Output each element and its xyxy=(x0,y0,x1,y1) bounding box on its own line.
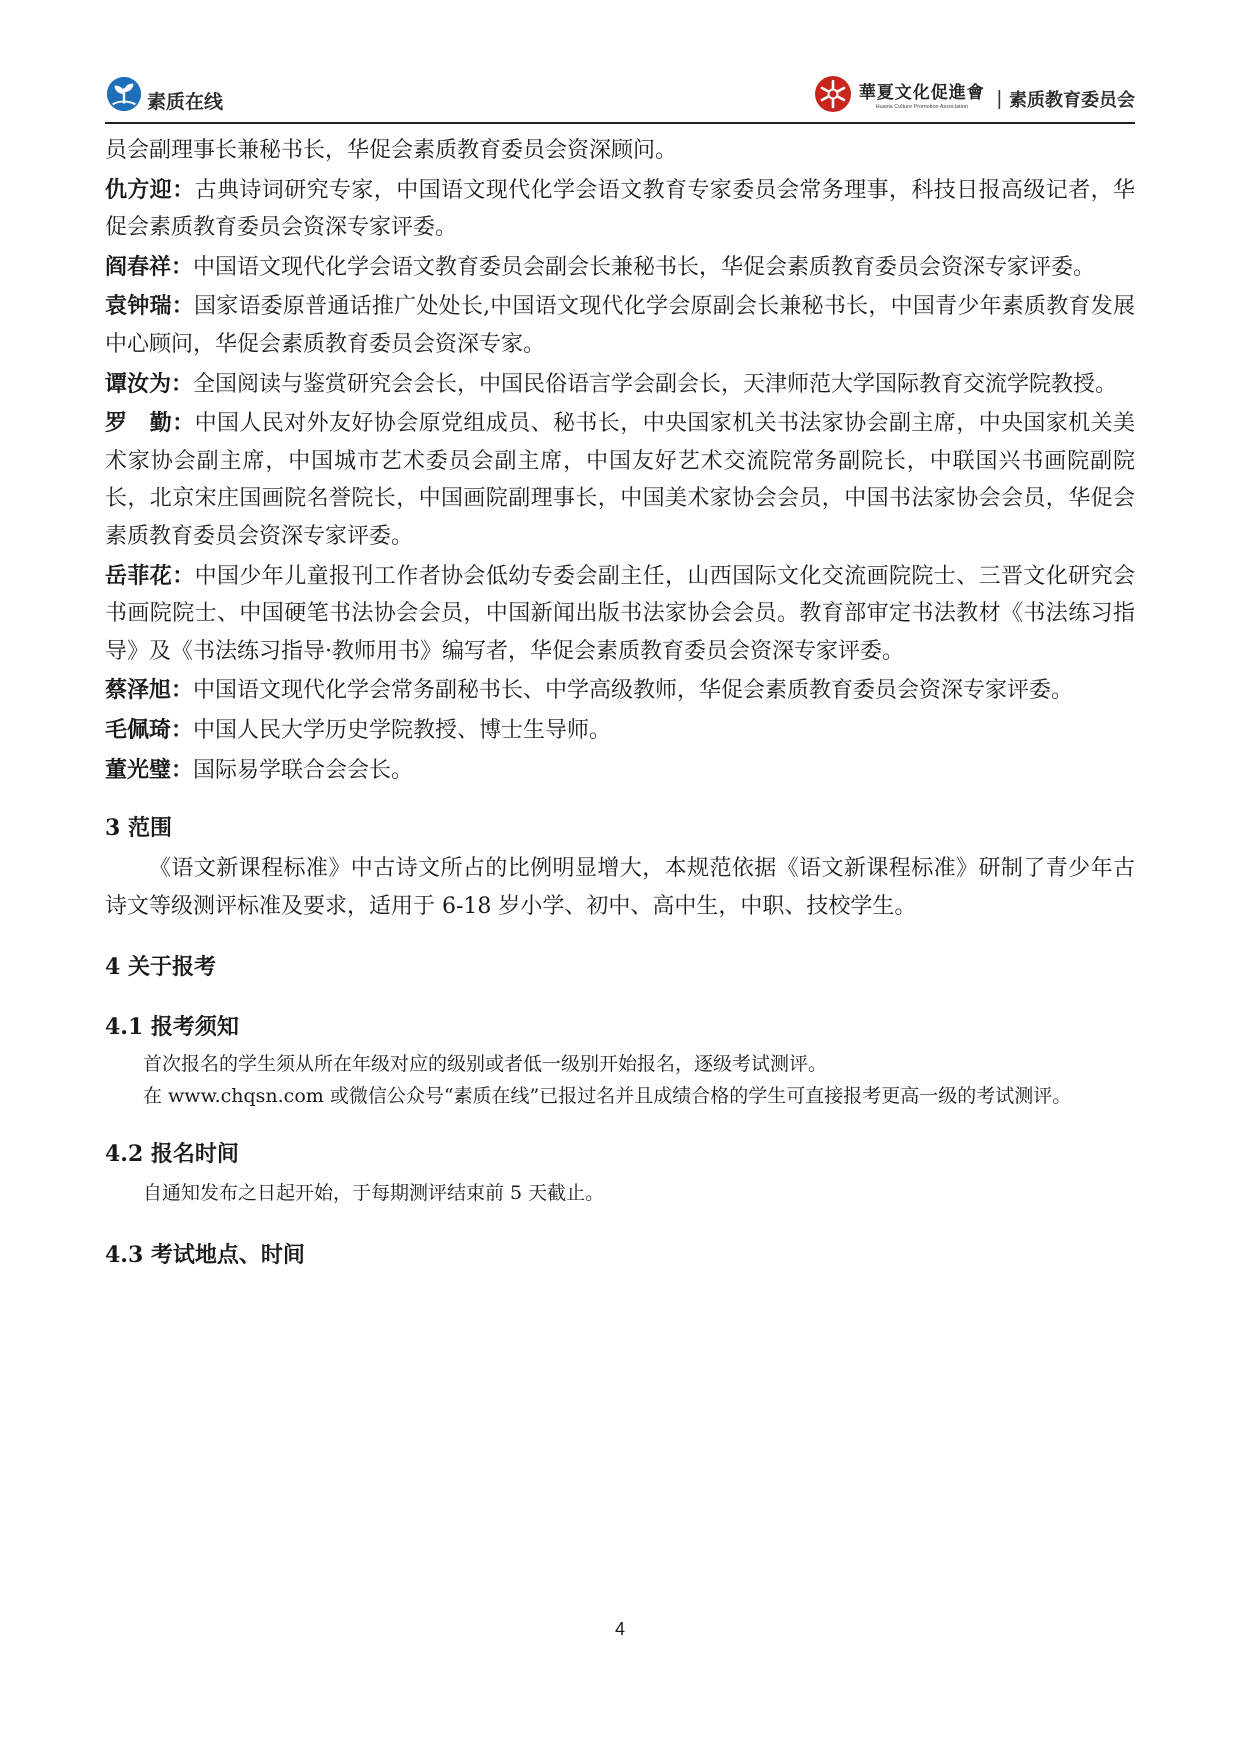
section-heading-registration-notes: 4.1 报考须知 xyxy=(105,1014,239,1041)
bio-entry xyxy=(105,712,1135,750)
bio-entry xyxy=(105,249,1135,287)
bio-entry xyxy=(105,558,1135,671)
seal-logo-icon xyxy=(813,74,853,114)
brand-name: 素质在线 xyxy=(147,91,224,113)
page-number: 4 xyxy=(614,1619,625,1639)
bio-text: 中国人民大学历史学院教授、博士生导师。 xyxy=(193,717,612,743)
bio-text: 全国阅读与鉴赏研究会会长，中国民俗语言学会副会长，天津师范大学国际教育交流学院教授。 xyxy=(193,371,1118,397)
section-heading-registration-time: 4.2 报名时间 xyxy=(105,1141,239,1168)
org-name-cn: 華夏文化促進會 xyxy=(858,83,985,103)
bio-entry xyxy=(105,752,1135,790)
bio-name: 岳菲花： xyxy=(105,562,195,589)
bio-name: 谭汝为： xyxy=(105,370,194,397)
bio-text: 员会副理事长兼秘书长，华促会素质教育委员会资深顾问。 xyxy=(105,138,678,163)
bio-entry xyxy=(105,672,1135,710)
bio-text: 国家语委原普通话推广处处长,中国语文现代化学会原副会长兼秘书长，中国青少年素质教育发展中心顾问，华促会素质教育委员会资深专家。 xyxy=(105,294,1135,357)
bio-text: 中国人民对外友好协会原党组成员、秘书长，中央国家机关书法家协会副主席，中央国家机关美术家协会副主席，中国城市艺术委员会副主席，中国友好艺术交流院常务副院长，中联国兴书画院副院长，北京宋庄国画院名誉院长，中国画院副理事长，中国美术家协会会员，中国书法家协会会员，华促会素质教育委员会资深专家评委。 xyxy=(105,411,1135,549)
bio-text: 中国少年儿童报刊工作者协会低幼专委会副主任，山西国际文化交流画院院士、三晋文化研究会书画院院士、中国硬笔书法协会会员，中国新闻出版书法家协会会员。教育部审定书法教材《书法练习指导》及《书法练习指导·教师用书》编写者，华促会素质教育委员会资深专家评委。 xyxy=(105,563,1135,664)
bio-name: 董光璧： xyxy=(105,756,194,783)
bio-entry xyxy=(105,405,1135,555)
registration-notes-paragraph-2: 在 www.chqsn.com 或微信公众号“素质在线”已报过名并且成绩合格的学生可直接报考更高一级的考试测评。 xyxy=(143,1084,1072,1107)
bio-name: 阎春祥： xyxy=(105,253,194,280)
document-body xyxy=(105,132,1135,1270)
bio-entry xyxy=(105,172,1135,247)
bio-entry xyxy=(105,132,1135,170)
bio-name: 毛佩琦： xyxy=(105,716,194,743)
section-heading-exam-location-time: 4.3 考试地点、时间 xyxy=(105,1241,305,1268)
section-heading-registration: 4 关于报考 xyxy=(105,954,216,981)
bio-name: 袁钟瑞： xyxy=(105,293,194,320)
registration-notes-paragraph-1: 首次报名的学生须从所在年级对应的级别或者低一级别开始报名，逐级考试测评。 xyxy=(143,1053,828,1076)
section-heading-scope: 3 范围 xyxy=(105,815,172,842)
bio-name: 仇方迎： xyxy=(105,176,195,203)
bio-entry xyxy=(105,366,1135,404)
org-name-en: Huaxia Culture Promotion Association xyxy=(875,104,968,110)
bio-entry xyxy=(105,288,1135,363)
committee-name: 素质教育委员会 xyxy=(1009,90,1135,110)
brand-logo xyxy=(105,70,223,118)
page-header xyxy=(105,70,1135,124)
header-separator: | xyxy=(996,87,1002,110)
bio-name: 蔡泽旭： xyxy=(105,677,194,704)
org-logo xyxy=(813,70,1135,118)
bio-text: 古典诗词研究专家，中国语文现代化学会语文教育专家委员会常务理事，科技日报高级记者，华促会素质教育委员会资深专家评委。 xyxy=(105,177,1135,241)
sprout-logo-icon xyxy=(105,75,143,113)
bio-text: 国际易学联合会会长。 xyxy=(193,757,414,783)
bio-text: 中国语文现代化学会语文教育委员会副会长兼秘书长，华促会素质教育委员会资深专家评委。 xyxy=(193,254,1096,280)
scope-paragraph: 《语文新课程标准》中古诗文所占的比例明显增大，本规范依据《语文新课程标准》研制了青少年古诗文等级测评标准及要求，适用于 6-18 岁小学、初中、高中生，中职、技校学生。 xyxy=(105,856,1135,919)
bio-name: 罗 勤： xyxy=(105,410,195,437)
org-name-block xyxy=(859,78,985,110)
registration-time-paragraph: 自通知发布之日起开始，于每期测评结束前 5 天截止。 xyxy=(143,1182,605,1205)
bio-text: 中国语文现代化学会常务副秘书长、中学高级教师，华促会素质教育委员会资深专家评委。 xyxy=(193,678,1074,704)
